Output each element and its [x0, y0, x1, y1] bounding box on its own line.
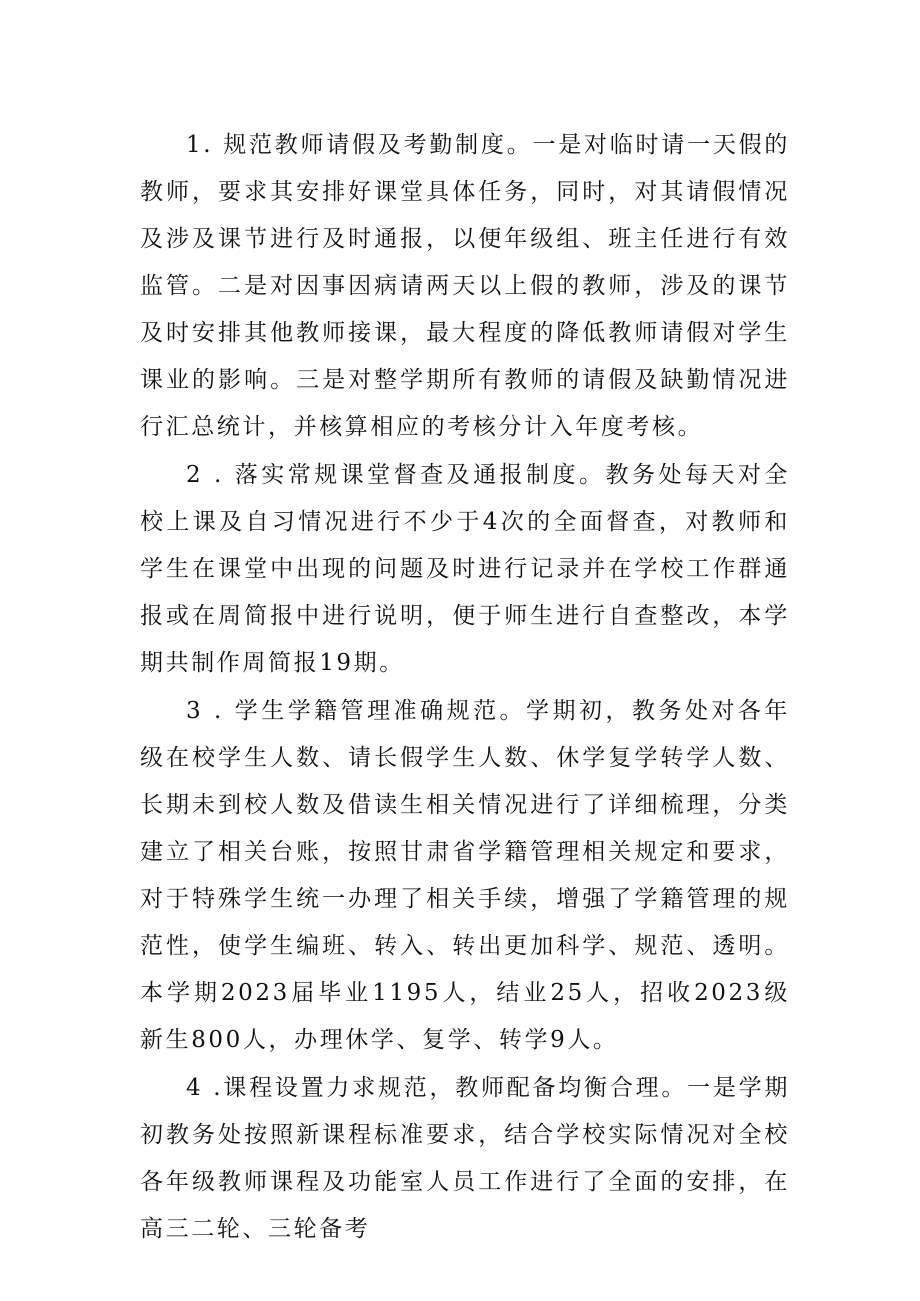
document-body [140, 122, 790, 1254]
paragraph-curriculum-setup: 4 .课程设置力求规范，教师配备均衡合理。一是学期初教务处按照新课程标准要求，结合学校实际情况对全校各年级教师课程及功能室人员工作进行了全面的安排，在高三二轮、三轮备考 [140, 1075, 790, 1242]
paragraph-student-registry: 3 . 学生学籍管理准确规范。学期初，教务处对各年级在校学生人数、请长假学生人数、休学复学转学人数、长期未到校人数及借读生相关情况进行了详细梳理，分类建立了相关台账，按照甘肃省学籍管理相关规定和要求，对于特殊学生统一办理了相关手续，增强了学籍管理的规范性，使学生编班、转入、转出更加科学、规范、透明。本学期2023届毕业1195人，结业25人，招收2023级新生800人，办理休学、复学、转学9人。 [140, 698, 790, 1053]
paragraph-classroom-inspection: 2 . 落实常规课堂督查及通报制度。教务处每天对全校上课及自习情况进行不少于4次的全面督查，对教师和学生在课堂中出现的问题及时进行记录并在学校工作群通报或在周简报中进行说明，便于师生进行自查整改，本学期共制作周简报19期。 [140, 462, 790, 676]
paragraph-attendance-system: 1. 规范教师请假及考勤制度。一是对临时请一天假的教师，要求其安排好课堂具体任务，同时，对其请假情况及涉及课节进行及时通报，以便年级组、班主任进行有效监管。二是对因事因病请两天以上假的教师，涉及的课节及时安排其他教师接课，最大程度的降低教师请假对学生课业的影响。三是对整学期所有教师的请假及缺勤情况进行汇总统计，并核算相应的考核分计入年度考核。 [140, 132, 790, 440]
